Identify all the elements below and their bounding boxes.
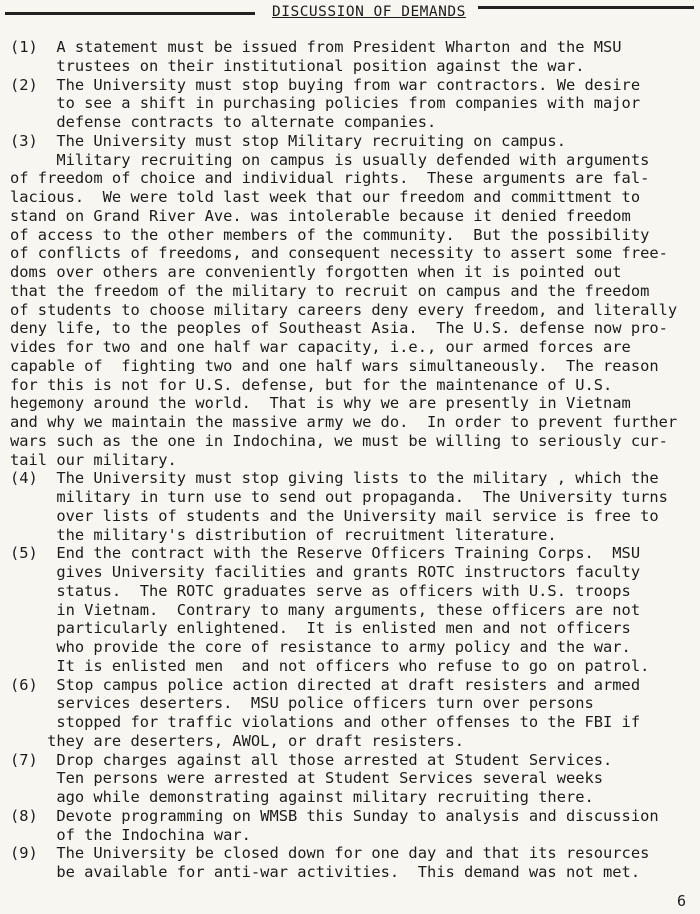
text-line: (4) The University must stop giving lists to the military , which the (10, 469, 659, 488)
text-line: (3) The University must stop Military recruiting on campus. (10, 131, 566, 150)
text-line: trustees on their institutional position against the war. (10, 56, 585, 75)
header-rule-left (5, 12, 255, 15)
text-line: of students to choose military careers deny every freedom, and literally (10, 300, 678, 319)
page-header (0, 0, 700, 28)
text-line: Ten persons were arrested at Student Services several weeks (10, 769, 604, 788)
text-line: who provide the core of resistance to army policy and the war. (10, 638, 631, 656)
text-line: the military's distribution of recruitment literature. (10, 525, 557, 544)
text-line: of freedom of choice and individual rights. These arguments are fal- (10, 169, 650, 188)
page-title: DISCUSSION OF DEMANDS (272, 4, 466, 20)
text-line: over lists of students and the University mail service is free to (10, 506, 659, 525)
text-line: and why we maintain the massive army we do. In order to prevent further (10, 413, 678, 431)
text-line: vides for two and one half war capacity, i.e., our armed forces are (10, 338, 631, 356)
text-line: lacious. We were told last week that our freedom and committment to (10, 188, 641, 206)
text-line: status. The ROTC graduates serve as officers with U.S. troops (10, 581, 631, 600)
text-line: tail our military. (10, 450, 177, 469)
text-line: gives University facilities and grants ROTC instructors faculty (10, 563, 641, 581)
text-line: It is enlisted men and not officers who refuse to go on patrol. (10, 656, 650, 675)
text-line: stand on Grand River Ave. was intolerable because it denied freedom (10, 206, 631, 225)
text-line: defense contracts to alternate companies. (10, 113, 437, 131)
text-line: deny life, to the peoples of Southeast Asia. The U.S. defense now pro- (10, 319, 668, 338)
text-line: ago while demonstrating against military recruiting there. (10, 788, 594, 806)
text-line: hegemony around the world. That is why we are presently in Vietnam (10, 394, 631, 413)
text-line: stopped for traffic violations and other offenses to the FBI if (10, 713, 641, 731)
text-line: (9) The University be closed down for one day and that its resources (10, 844, 650, 863)
text-line: particularly enlightened. It is enlisted men and not officers (10, 619, 631, 638)
text-line: Military recruiting on campus is usually defended with arguments (10, 150, 650, 169)
text-line: military in turn use to send out propaganda. The University turns (10, 488, 668, 506)
text-line: for this is not for U.S. defense, but for the maintenance of U.S. (10, 375, 613, 394)
text-line: services deserters. MSU police officers turn over persons (10, 694, 594, 713)
page-number: 6 (677, 892, 687, 910)
text-line: (1) A statement must be issued from President Wharton and the MSU (10, 38, 622, 56)
text-line: of access to the other members of the community. But the possibility (10, 225, 650, 244)
text-line: doms over others are conveniently forgotten when it is pointed out (10, 263, 622, 281)
text-line: (5) End the contract with the Reserve Officers Training Corps. MSU (10, 544, 641, 563)
demands-body (10, 38, 698, 882)
text-line: (7) Drop charges against all those arrested at Student Services. (10, 750, 613, 769)
text-line: capable of fighting two and one half wars simultaneously. The reason (10, 356, 659, 375)
text-line: that the freedom of the military to recruit on campus and the freedom (10, 281, 650, 300)
text-line: be available for anti-war activities. This demand was not met. (10, 863, 641, 881)
text-line: in Vietnam. Contrary to many arguments, these officers are not (10, 600, 641, 619)
text-line: (8) Devote programming on WMSB this Sunday to analysis and discussion (10, 806, 659, 825)
header-rule-right (478, 6, 694, 9)
text-line: of the Indochina war. (10, 825, 251, 844)
text-line: to see a shift in purchasing policies from companies with major (10, 94, 641, 113)
text-line: (2) The University must stop buying from war contractors. We desire (10, 75, 641, 94)
text-line: wars such as the one in Indochina, we must be willing to seriously cur- (10, 431, 668, 450)
text-line: they are deserters, AWOL, or draft resisters. (10, 731, 465, 750)
text-line: of conflicts of freedoms, and consequent necessity to assert some free- (10, 244, 668, 263)
text-line: (6) Stop campus police action directed at draft resisters and armed (10, 675, 641, 694)
